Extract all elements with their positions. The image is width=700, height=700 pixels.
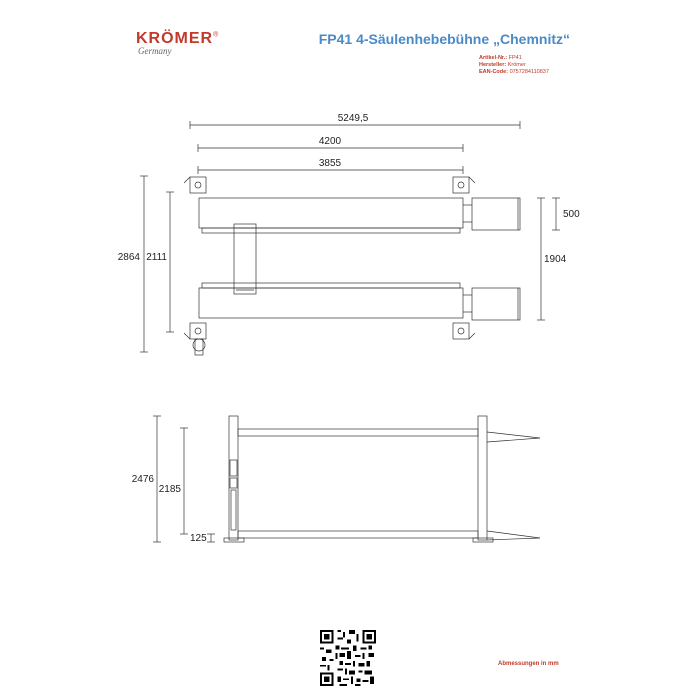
top-view-dimensions bbox=[140, 121, 560, 352]
dim-overall-length: 5249,5 bbox=[337, 113, 369, 124]
units-note: Abmessungen in mm bbox=[498, 661, 559, 667]
side-top-beam bbox=[238, 429, 478, 436]
brand-name: KRÖMER bbox=[136, 30, 214, 47]
side-post-right bbox=[478, 416, 487, 540]
dim-post-spacing: 4200 bbox=[318, 136, 342, 147]
brand-registered-mark: ® bbox=[213, 31, 219, 39]
runway-lower bbox=[199, 288, 463, 318]
jacking-beam bbox=[234, 224, 256, 294]
ramp-lower bbox=[472, 288, 520, 320]
dim-runway-length: 3855 bbox=[318, 158, 342, 169]
qr-code bbox=[320, 630, 376, 686]
post-top-right bbox=[453, 177, 469, 193]
side-view-dimensions bbox=[153, 416, 215, 542]
meta-row-manufacturer: Hersteller: Krömer bbox=[479, 62, 526, 68]
side-view-lift bbox=[224, 416, 540, 542]
runway-upper bbox=[199, 198, 463, 228]
dimension-labels bbox=[118, 113, 580, 544]
brand-subtitle: Germany bbox=[138, 46, 172, 56]
post-bottom-left bbox=[190, 323, 206, 339]
side-runway bbox=[238, 531, 478, 538]
dim-total-height: 2476 bbox=[131, 474, 154, 485]
dim-inner-width: 2111 bbox=[146, 252, 167, 263]
post-top-left bbox=[190, 177, 206, 193]
dim-ramp-width: 500 bbox=[563, 209, 580, 220]
top-view-lift bbox=[184, 177, 520, 355]
meta-row-article: Artikel-Nr.: FP41 bbox=[479, 55, 522, 61]
meta-row-ean: EAN-Code: 0757284110837 bbox=[479, 69, 549, 75]
post-bottom-right bbox=[453, 323, 469, 339]
dim-ramp-span: 1904 bbox=[544, 254, 567, 265]
dim-overall-width: 2864 bbox=[117, 252, 140, 263]
ramp-upper bbox=[472, 198, 520, 230]
dim-lift-height: 2185 bbox=[158, 484, 181, 495]
dim-min-height: 125 bbox=[190, 533, 207, 544]
document-title: FP41 4-Säulenhebebühne „Chemnitz“ bbox=[318, 31, 570, 47]
